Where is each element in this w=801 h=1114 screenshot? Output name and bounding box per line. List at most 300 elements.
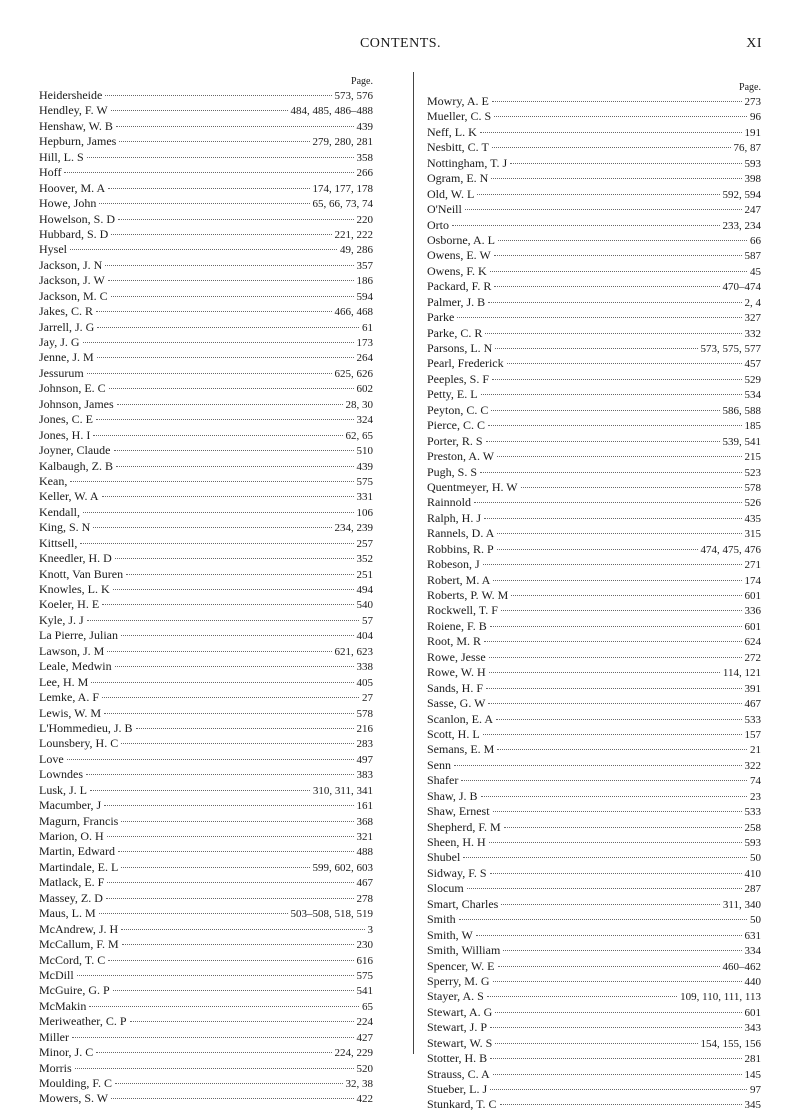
index-entry (39, 968, 373, 983)
entry-name: Hill, L. S (39, 149, 84, 164)
entry-name: Rannels, D. A (427, 526, 495, 541)
index-entry (39, 844, 373, 859)
index-entry (39, 412, 373, 427)
entry-name: Preston, A. W (427, 449, 495, 464)
dot-leader (480, 132, 742, 133)
entry-name: McCord, T. C (39, 952, 106, 967)
entry-pages: 230 (356, 939, 373, 952)
dot-leader (130, 1021, 354, 1022)
dot-leader (96, 1052, 331, 1053)
index-entry (39, 273, 373, 288)
index-entry (39, 1091, 373, 1106)
dot-leader (115, 1083, 342, 1084)
index-entry (39, 134, 373, 149)
entry-name: Peeples, S. F (427, 371, 490, 386)
entry-name: Lee, H. M (39, 674, 89, 689)
entry-pages: 234, 239 (334, 522, 373, 535)
dot-leader (521, 487, 742, 488)
index-entry (39, 582, 373, 597)
entry-name: Shepherd, F. M (427, 819, 501, 834)
entry-pages: 57 (362, 614, 373, 627)
entry-name: Kittsell, (39, 535, 78, 550)
entry-pages: 467 (356, 877, 373, 890)
entry-name: Sidway, F. S (427, 865, 487, 880)
entry-name: Slocum (427, 881, 464, 896)
index-entry (39, 258, 373, 273)
entry-pages: 575 (356, 475, 373, 488)
dot-leader (490, 1027, 742, 1028)
entry-name: McGuire, G. P (39, 983, 110, 998)
index-entry (427, 619, 761, 634)
entry-pages: 62, 65 (345, 429, 373, 442)
entry-name: Smith, William (427, 943, 501, 958)
entry-pages: 106 (356, 506, 373, 519)
index-entry (39, 1030, 373, 1045)
entry-pages: 484, 485, 486–488 (290, 105, 373, 118)
entry-pages: 61 (362, 321, 373, 334)
index-entry (39, 212, 373, 227)
entry-pages: 592, 594 (722, 188, 761, 201)
entry-name: Stotter, H. B (427, 1051, 488, 1066)
dot-leader (490, 271, 747, 272)
dot-leader (91, 682, 353, 683)
index-entry (427, 712, 761, 727)
entry-pages: 50 (750, 914, 761, 927)
index-entry (39, 242, 373, 257)
entry-pages: 21 (750, 744, 761, 757)
index-entry (427, 341, 761, 356)
entry-pages: 2, 4 (744, 296, 761, 309)
entry-pages: 624 (744, 636, 761, 649)
dot-leader (118, 851, 354, 852)
entry-pages: 601 (744, 620, 761, 633)
dot-leader (503, 950, 741, 951)
entry-pages: 97 (750, 1084, 761, 1096)
index-entry (39, 644, 373, 659)
page-number: XI (746, 36, 762, 51)
entry-name: Johnson, James (39, 396, 114, 411)
entry-pages: 599, 602, 603 (312, 861, 373, 874)
entry-name: Parke (427, 310, 455, 325)
index-entry (427, 526, 761, 541)
entry-pages: 594 (356, 290, 373, 303)
entry-pages: 273 (744, 96, 761, 108)
entry-name: Sands, H. F (427, 680, 484, 695)
page-title: CONTENTS. (359, 36, 442, 51)
entry-name: Nottingham, T. J (427, 155, 508, 170)
entry-pages: 625, 626 (334, 367, 373, 380)
dot-leader (467, 888, 742, 889)
entry-pages: 258 (744, 821, 761, 834)
entry-pages: 257 (356, 537, 373, 550)
entry-pages: 272 (744, 651, 761, 664)
index-entry (427, 511, 761, 526)
entry-name: Smith, W (427, 927, 473, 942)
dot-leader (496, 719, 742, 720)
index-entry (427, 696, 761, 711)
dot-leader (485, 333, 741, 334)
index-entry (39, 443, 373, 458)
entry-pages: 145 (744, 1068, 761, 1081)
index-entry (427, 974, 761, 989)
index-entry (427, 742, 761, 757)
entry-pages: 65, 66, 73, 74 (312, 198, 373, 211)
dot-leader (489, 672, 720, 673)
entry-name: Strauss, C. A (427, 1066, 490, 1081)
dot-leader (87, 373, 332, 374)
index-entry (39, 196, 373, 211)
entry-pages: 114, 121 (722, 667, 761, 680)
entry-name: Pierce, C. C (427, 418, 485, 433)
entry-pages: 470–474 (722, 281, 761, 294)
entry-pages: 503–508, 518, 519 (290, 908, 373, 921)
dot-leader (107, 651, 331, 652)
entry-pages: 334 (744, 945, 761, 958)
entry-pages: 109, 110, 111, 113 (680, 991, 761, 1004)
index-entry (39, 814, 373, 829)
entry-name: Mowers, S. W (39, 1091, 109, 1106)
index-entry (39, 736, 373, 751)
entry-name: Rowe, W. H (427, 665, 486, 680)
index-entry (39, 1045, 373, 1060)
index-entry (39, 783, 373, 798)
dot-leader (490, 1058, 741, 1059)
index-entry (39, 875, 373, 890)
dot-leader (89, 1006, 359, 1007)
dot-leader (115, 666, 354, 667)
entry-name: Love (39, 751, 64, 766)
dot-leader (452, 225, 720, 226)
entry-pages: 311, 340 (722, 898, 761, 911)
entry-pages: 439 (356, 120, 373, 133)
entry-name: Leale, Medwin (39, 659, 112, 674)
entry-pages: 439 (356, 460, 373, 473)
entry-name: Parsons, L. N (427, 341, 493, 355)
index-entry (427, 804, 761, 819)
entry-name: Quentmeyer, H. W (427, 479, 518, 494)
dot-leader (510, 163, 741, 164)
entry-name: Roberts, P. W. M (427, 588, 509, 602)
entry-pages: 533 (744, 713, 761, 726)
entry-pages: 216 (356, 722, 373, 735)
dot-leader (136, 728, 354, 729)
entry-pages: 331 (356, 491, 373, 504)
dot-leader (102, 697, 359, 698)
dot-leader (126, 574, 353, 575)
entry-pages: 174 (744, 574, 761, 587)
index-entry (427, 465, 761, 480)
dot-leader (121, 867, 309, 868)
index-entry (427, 912, 761, 927)
entry-pages: 186 (356, 275, 373, 288)
index-entry (427, 202, 761, 217)
entry-pages: 345 (744, 1099, 761, 1112)
dot-leader (111, 296, 354, 297)
index-entry (427, 1036, 761, 1051)
index-entry (39, 1061, 373, 1076)
index-entry (427, 835, 761, 850)
entry-pages: 185 (744, 420, 761, 433)
dot-leader (474, 502, 742, 503)
dot-leader (495, 1043, 697, 1044)
entry-pages: 534 (744, 389, 761, 402)
dot-leader (489, 842, 742, 843)
index-entry (39, 567, 373, 582)
entry-name: Matlack, E. F (39, 875, 105, 890)
dot-leader (495, 1012, 741, 1013)
index-entry (427, 773, 761, 788)
dot-leader (97, 327, 359, 328)
index-entry (427, 603, 761, 618)
index-entry (39, 613, 373, 628)
index-entry (39, 659, 373, 674)
index-entry (39, 489, 373, 504)
index-entry (427, 928, 761, 943)
dot-leader (457, 317, 741, 318)
dot-leader (117, 404, 343, 405)
entry-pages: 601 (744, 590, 761, 602)
entry-name: McDill (39, 967, 74, 982)
entry-name: O'Neill (427, 202, 462, 217)
index-entry (427, 758, 761, 773)
entry-pages: 467 (744, 698, 761, 711)
entry-name: Packard, F. R (427, 279, 492, 294)
index-entry (39, 474, 373, 489)
entry-name: Kendall, (39, 504, 80, 519)
entry-pages: 460–462 (722, 960, 761, 973)
entry-pages: 474, 475, 476 (700, 543, 761, 556)
index-entry (39, 906, 373, 921)
column-divider (413, 72, 414, 1054)
entry-name: Petty, E. L (427, 387, 478, 402)
entry-name: Sperry, M. G (427, 973, 490, 988)
entry-pages: 573, 576 (334, 90, 373, 102)
dot-leader (108, 188, 309, 189)
dot-leader (497, 749, 747, 750)
dot-leader (461, 780, 747, 781)
entry-name: Parke, C. R (427, 325, 483, 340)
entry-name: Root, M. R (427, 634, 482, 649)
index-entry (39, 150, 373, 165)
entry-name: Sheen, H. H (427, 835, 486, 849)
dot-leader (102, 496, 354, 497)
dot-leader (118, 219, 353, 220)
entry-name: Hubbard, S. D (39, 226, 109, 241)
entry-pages: 602 (356, 383, 373, 396)
entry-pages: 157 (744, 728, 761, 741)
index-entry (427, 418, 761, 433)
index-entry (427, 495, 761, 510)
index-entry (39, 983, 373, 998)
entry-name: Macumber, J (39, 798, 102, 813)
dot-leader (121, 821, 353, 822)
entry-name: Magurn, Francis (39, 813, 119, 828)
dot-leader (121, 929, 364, 930)
entry-name: Sasse, G. W (427, 696, 486, 711)
entry-pages: 488 (356, 846, 373, 859)
entry-name: Jackson, J. N (39, 257, 103, 272)
entry-name: Neff, L. K (427, 124, 477, 139)
entry-pages: 161 (356, 800, 373, 813)
entry-pages: 224, 229 (334, 1047, 373, 1060)
entry-name: Stewart, W. S (427, 1035, 493, 1050)
entry-pages: 3 (367, 923, 373, 936)
entry-name: Jenne, J. M (39, 350, 94, 365)
entry-name: Jarrell, J. G (39, 319, 95, 334)
dot-leader (115, 558, 354, 559)
dot-leader (492, 101, 742, 102)
entry-pages: 327 (744, 312, 761, 325)
entry-name: Shaw, Ernest (427, 804, 490, 819)
dot-leader (493, 811, 742, 812)
entry-name: Pearl, Frederick (427, 356, 504, 371)
dot-leader (104, 713, 353, 714)
entry-name: Hepburn, James (39, 134, 117, 149)
entry-pages: 529 (744, 373, 761, 386)
index-entry (39, 181, 373, 196)
dot-leader (104, 805, 353, 806)
entry-pages: 50 (750, 852, 761, 865)
entry-pages: 398 (744, 173, 761, 186)
dot-leader (491, 410, 719, 411)
entry-name: Jessurum (39, 365, 84, 380)
entry-name: McCallum, F. M (39, 937, 119, 952)
dot-leader (483, 564, 742, 565)
dot-leader (490, 626, 742, 627)
entry-pages: 593 (744, 837, 761, 849)
dot-leader (113, 589, 354, 590)
entry-name: Keller, W. A (39, 489, 99, 504)
dot-leader (64, 172, 353, 173)
entry-name: Smith (427, 912, 456, 927)
entry-name: McAndrew, J. H (39, 921, 119, 936)
dot-leader (108, 280, 354, 281)
dot-leader (106, 898, 354, 899)
entry-pages: 332 (744, 327, 761, 340)
index-entry (39, 536, 373, 551)
index-entry (427, 542, 761, 557)
entry-pages: 220 (356, 213, 373, 226)
entry-pages: 233, 234 (722, 219, 761, 232)
entry-name: Joyner, Claude (39, 443, 111, 458)
dot-leader (488, 425, 742, 426)
entry-pages: 494 (356, 584, 373, 596)
index-entry (39, 767, 373, 782)
entry-list (39, 88, 373, 1107)
entry-pages: 279, 280, 281 (312, 136, 373, 149)
entry-name: Johnson, E. C (39, 381, 106, 396)
dot-leader (504, 827, 742, 828)
index-entry (427, 681, 761, 696)
entry-pages: 358 (356, 151, 373, 164)
entry-name: Minor, J. C (39, 1045, 94, 1060)
dot-leader (96, 311, 332, 312)
index-entry (39, 551, 373, 566)
entry-pages: 324 (356, 414, 373, 427)
dot-leader (75, 1068, 354, 1069)
entry-name: Mueller, C. S (427, 109, 492, 124)
entry-name: Kyle, J. J (39, 612, 84, 627)
entry-name: Stewart, A. G (427, 1004, 493, 1019)
entry-name: King, S. N (39, 520, 91, 535)
entry-name: Scanlon, E. A (427, 711, 493, 726)
index-entry (39, 88, 373, 103)
entry-pages: 578 (744, 481, 761, 494)
dot-leader (507, 363, 742, 364)
index-entry (427, 959, 761, 974)
index-entry (427, 156, 761, 171)
entry-pages: 66 (750, 234, 761, 247)
entry-name: Osborne, A. L (427, 232, 495, 247)
entry-name: Porter, R. S (427, 433, 483, 448)
entry-pages: 466, 468 (334, 306, 373, 319)
entry-name: Rowe, Jesse (427, 649, 486, 664)
entry-pages: 586, 588 (722, 404, 761, 417)
entry-name: Hoff (39, 165, 62, 180)
index-column-left (39, 75, 373, 1107)
dot-leader (494, 116, 747, 117)
entry-pages: 191 (744, 126, 761, 139)
dot-leader (83, 512, 354, 513)
dot-leader (483, 734, 742, 735)
entry-pages: 45 (750, 265, 761, 278)
entry-pages: 49, 286 (340, 244, 373, 257)
index-entry (427, 434, 761, 449)
index-entry (39, 335, 373, 350)
index-entry (427, 356, 761, 371)
dot-leader (111, 1098, 353, 1099)
entry-pages: 621, 623 (334, 645, 373, 658)
entry-pages: 533 (744, 806, 761, 819)
dot-leader (484, 518, 742, 519)
entry-name: Robbins, R. P (427, 541, 494, 556)
index-entry (427, 866, 761, 881)
entry-pages: 457 (744, 358, 761, 371)
index-entry (427, 218, 761, 233)
dot-leader (487, 996, 677, 997)
entry-pages: 601 (744, 1006, 761, 1019)
entry-name: Miller (39, 1029, 69, 1044)
entry-pages: 264 (356, 352, 373, 365)
index-entry (39, 721, 373, 736)
entry-pages: 523 (744, 466, 761, 479)
index-entry (427, 187, 761, 202)
entry-name: Ogram, E. N (427, 171, 489, 186)
dot-leader (490, 1089, 747, 1090)
entry-pages: 540 (356, 599, 373, 612)
entry-pages: 575 (356, 969, 373, 982)
index-entry (427, 1082, 761, 1097)
entry-name: Meriweather, C. P (39, 1014, 127, 1029)
index-entry (427, 1067, 761, 1082)
index-entry (39, 922, 373, 937)
index-entry (39, 690, 373, 705)
dot-leader (497, 533, 741, 534)
index-entry (39, 227, 373, 242)
index-entry (427, 171, 761, 186)
index-entry (39, 397, 373, 412)
entry-name: Mowry, A. E (427, 94, 489, 108)
entry-name: Semans, E. M (427, 742, 495, 757)
entry-name: Robert, M. A (427, 572, 491, 587)
index-entry (427, 820, 761, 835)
entry-pages: 410 (744, 867, 761, 880)
index-entry (427, 310, 761, 325)
entry-name: Martin, Edward (39, 844, 115, 859)
index-entry (427, 279, 761, 294)
entry-pages: 573, 575, 577 (700, 343, 761, 355)
dot-leader (86, 774, 354, 775)
